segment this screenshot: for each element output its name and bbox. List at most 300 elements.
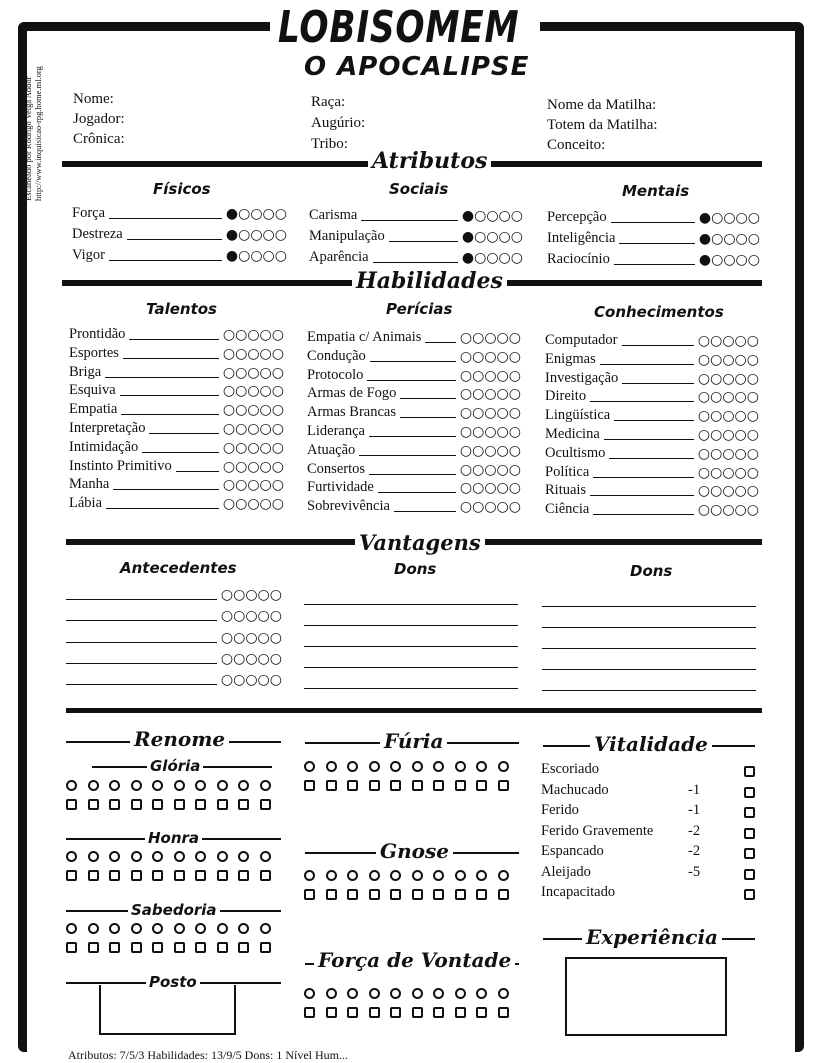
trait-dot[interactable] bbox=[304, 761, 315, 772]
trait-box[interactable] bbox=[66, 942, 77, 953]
ability-line[interactable] bbox=[176, 471, 219, 472]
ability-line[interactable] bbox=[106, 508, 219, 509]
trait-dots-row bbox=[304, 761, 509, 772]
trait-dot[interactable] bbox=[195, 851, 206, 862]
trait-dot[interactable] bbox=[412, 870, 423, 881]
trait-box[interactable] bbox=[433, 780, 444, 791]
ability-row[interactable] bbox=[545, 445, 759, 462]
health-level-penalty: -1 bbox=[688, 781, 701, 798]
trait-dot[interactable] bbox=[152, 780, 163, 791]
attribute-line[interactable] bbox=[614, 264, 695, 265]
ability-line[interactable] bbox=[425, 342, 456, 343]
ability-line[interactable] bbox=[378, 492, 456, 493]
background-dots[interactable]: ○○○○○ bbox=[220, 650, 282, 667]
ability-dots[interactable]: ○○○○○ bbox=[459, 499, 521, 516]
health-level-label: Machucado bbox=[541, 781, 609, 798]
ability-row[interactable] bbox=[69, 458, 284, 475]
trait-dot[interactable] bbox=[433, 761, 444, 772]
trait-dot[interactable] bbox=[88, 851, 99, 862]
trait-box[interactable] bbox=[455, 780, 466, 791]
field-raca[interactable]: Raça: bbox=[311, 94, 346, 110]
trait-box[interactable] bbox=[260, 799, 271, 810]
ability-line[interactable] bbox=[105, 377, 219, 378]
trait-dot[interactable] bbox=[217, 923, 228, 934]
trait-box[interactable] bbox=[174, 870, 185, 881]
gift-line[interactable] bbox=[542, 648, 756, 649]
trait-box[interactable] bbox=[238, 799, 249, 810]
ability-dots[interactable]: ○○○○○ bbox=[222, 439, 284, 456]
attribute-row[interactable] bbox=[72, 226, 287, 243]
trait-box[interactable] bbox=[476, 889, 487, 900]
ability-row[interactable] bbox=[545, 482, 759, 499]
attribute-line[interactable] bbox=[389, 241, 458, 242]
attribute-line[interactable] bbox=[373, 262, 458, 263]
background-row[interactable] bbox=[66, 587, 282, 603]
field-nome[interactable]: Nome: bbox=[73, 91, 114, 107]
trait-box[interactable] bbox=[217, 799, 228, 810]
trait-dot[interactable] bbox=[174, 851, 185, 862]
ability-line[interactable] bbox=[622, 383, 694, 384]
gift-line[interactable] bbox=[542, 627, 756, 628]
trait-box[interactable] bbox=[109, 870, 120, 881]
trait-box[interactable] bbox=[238, 942, 249, 953]
trait-dot[interactable] bbox=[304, 988, 315, 999]
trait-dot[interactable] bbox=[260, 851, 271, 862]
ability-row[interactable] bbox=[307, 367, 521, 384]
ability-dots[interactable]: ○○○○○ bbox=[222, 383, 284, 400]
attribute-dots[interactable]: ●○○○○ bbox=[698, 252, 760, 268]
trait-box[interactable] bbox=[195, 942, 206, 953]
field-conceito[interactable]: Conceito: bbox=[547, 137, 606, 153]
ability-line[interactable] bbox=[367, 380, 456, 381]
attribute-line[interactable] bbox=[619, 243, 694, 244]
trait-box[interactable] bbox=[304, 889, 315, 900]
background-dots[interactable]: ○○○○○ bbox=[220, 672, 282, 689]
trait-dot[interactable] bbox=[326, 870, 337, 881]
trait-dot[interactable] bbox=[455, 761, 466, 772]
trait-box[interactable] bbox=[433, 1007, 444, 1018]
ability-line[interactable] bbox=[600, 364, 694, 365]
trait-box[interactable] bbox=[260, 870, 271, 881]
attribute-dots[interactable]: ●○○○○ bbox=[225, 248, 287, 264]
field-augurio[interactable]: Augúrio: bbox=[311, 115, 366, 131]
ability-label: Empatia c/ Animais bbox=[307, 329, 422, 345]
ability-dots[interactable]: ○○○○○ bbox=[697, 483, 759, 500]
trait-dot[interactable] bbox=[174, 780, 185, 791]
trait-box[interactable] bbox=[347, 889, 358, 900]
ability-row[interactable] bbox=[307, 498, 521, 515]
trait-dot[interactable] bbox=[131, 923, 142, 934]
trait-dot[interactable] bbox=[131, 780, 142, 791]
health-level-box[interactable] bbox=[744, 889, 755, 900]
trait-box[interactable] bbox=[369, 889, 380, 900]
ability-line[interactable] bbox=[614, 420, 694, 421]
posto-box[interactable] bbox=[99, 985, 236, 1035]
trait-dot[interactable] bbox=[174, 923, 185, 934]
gift-line[interactable] bbox=[304, 667, 518, 668]
trait-dot[interactable] bbox=[109, 851, 120, 862]
trait-box[interactable] bbox=[217, 870, 228, 881]
ability-label: Interpretação bbox=[69, 420, 146, 436]
trait-dot[interactable] bbox=[433, 870, 444, 881]
trait-dot[interactable] bbox=[369, 870, 380, 881]
trait-dot[interactable] bbox=[109, 923, 120, 934]
ability-dots[interactable]: ○○○○○ bbox=[459, 330, 521, 346]
ability-line[interactable] bbox=[129, 339, 219, 340]
ability-dots[interactable]: ○○○○○ bbox=[459, 367, 521, 384]
trait-dot[interactable] bbox=[498, 988, 509, 999]
ability-line[interactable] bbox=[593, 477, 694, 478]
ability-dots[interactable]: ○○○○○ bbox=[459, 348, 521, 365]
trait-box[interactable] bbox=[131, 942, 142, 953]
ability-dots[interactable]: ○○○○○ bbox=[697, 351, 759, 368]
trait-dot[interactable] bbox=[88, 780, 99, 791]
ability-row[interactable] bbox=[545, 407, 759, 424]
trait-box[interactable] bbox=[195, 870, 206, 881]
attribute-dots[interactable]: ●○○○○ bbox=[225, 206, 287, 222]
ability-dots[interactable]: ○○○○○ bbox=[459, 461, 521, 478]
trait-box[interactable] bbox=[88, 799, 99, 810]
ability-row[interactable] bbox=[69, 326, 284, 343]
trait-box[interactable] bbox=[152, 799, 163, 810]
trait-dot[interactable] bbox=[238, 923, 249, 934]
trait-box[interactable] bbox=[498, 780, 509, 791]
ability-dots[interactable]: ○○○○○ bbox=[222, 345, 284, 362]
trait-dot[interactable] bbox=[88, 923, 99, 934]
forca-vontade-grid bbox=[304, 988, 509, 1018]
trait-dot[interactable] bbox=[455, 988, 466, 999]
trait-dot[interactable] bbox=[304, 870, 315, 881]
ability-line[interactable] bbox=[149, 433, 218, 434]
trait-box[interactable] bbox=[217, 942, 228, 953]
habilidades-title: Habilidades bbox=[352, 268, 507, 294]
attribute-dots[interactable]: ●○○○○ bbox=[698, 231, 760, 247]
gift-line[interactable] bbox=[542, 669, 756, 670]
field-nome-matilha[interactable]: Nome da Matilha: bbox=[547, 97, 657, 113]
trait-dot[interactable] bbox=[347, 761, 358, 772]
attribute-line[interactable] bbox=[109, 218, 222, 219]
trait-box[interactable] bbox=[174, 799, 185, 810]
ability-line[interactable] bbox=[113, 489, 219, 490]
trait-dot[interactable] bbox=[152, 851, 163, 862]
trait-box[interactable] bbox=[174, 942, 185, 953]
ability-row[interactable] bbox=[307, 385, 521, 402]
trait-box[interactable] bbox=[109, 942, 120, 953]
ability-line[interactable] bbox=[590, 401, 694, 402]
gift-line[interactable] bbox=[542, 606, 756, 607]
trait-dot[interactable] bbox=[455, 870, 466, 881]
ability-row[interactable] bbox=[545, 388, 759, 405]
trait-box[interactable] bbox=[390, 780, 401, 791]
experiencia-box[interactable] bbox=[565, 957, 727, 1036]
trait-dot[interactable] bbox=[412, 988, 423, 999]
trait-dot[interactable] bbox=[66, 923, 77, 934]
ability-dots[interactable]: ○○○○○ bbox=[459, 386, 521, 403]
attribute-row[interactable] bbox=[547, 251, 760, 268]
ability-line[interactable] bbox=[370, 361, 456, 362]
background-line[interactable] bbox=[66, 684, 217, 685]
ability-row[interactable] bbox=[307, 479, 521, 496]
attribute-row[interactable] bbox=[72, 247, 287, 264]
ability-row[interactable] bbox=[307, 329, 521, 346]
health-level-box[interactable] bbox=[744, 807, 755, 818]
trait-box[interactable] bbox=[347, 1007, 358, 1018]
trait-box[interactable] bbox=[412, 1007, 423, 1018]
attribute-row[interactable] bbox=[309, 207, 523, 224]
background-line[interactable] bbox=[66, 599, 217, 600]
field-tribo[interactable]: Tribo: bbox=[311, 136, 348, 152]
trait-dot[interactable] bbox=[195, 780, 206, 791]
trait-dot[interactable] bbox=[238, 851, 249, 862]
attribute-dots[interactable]: ●○○○○ bbox=[461, 208, 523, 224]
ability-row[interactable] bbox=[69, 382, 284, 399]
ability-dots[interactable]: ○○○○○ bbox=[697, 464, 759, 481]
attribute-row[interactable] bbox=[309, 249, 523, 266]
ability-dots[interactable]: ○○○○○ bbox=[697, 333, 759, 349]
trait-box[interactable] bbox=[498, 1007, 509, 1018]
trait-box[interactable] bbox=[347, 780, 358, 791]
ability-dots[interactable]: ○○○○○ bbox=[222, 458, 284, 475]
background-row[interactable] bbox=[66, 672, 282, 688]
ability-dots[interactable]: ○○○○○ bbox=[459, 405, 521, 422]
ability-line[interactable] bbox=[400, 398, 455, 399]
header-col-1 bbox=[73, 89, 125, 149]
trait-box[interactable] bbox=[66, 870, 77, 881]
background-line[interactable] bbox=[66, 663, 217, 664]
trait-dot[interactable] bbox=[390, 870, 401, 881]
trait-dot[interactable] bbox=[476, 761, 487, 772]
trait-box[interactable] bbox=[152, 870, 163, 881]
attribute-row[interactable] bbox=[547, 209, 760, 226]
gloria-title: Glória bbox=[147, 757, 203, 775]
background-row[interactable] bbox=[66, 651, 282, 667]
attribute-line[interactable] bbox=[611, 222, 695, 223]
ability-row[interactable] bbox=[307, 461, 521, 478]
ability-row[interactable] bbox=[545, 332, 759, 349]
trait-dot[interactable] bbox=[390, 761, 401, 772]
ability-line[interactable] bbox=[609, 458, 693, 459]
gift-line[interactable] bbox=[542, 690, 756, 691]
header-col-2 bbox=[311, 92, 365, 155]
ability-row[interactable] bbox=[545, 501, 759, 518]
ability-dots[interactable]: ○○○○○ bbox=[222, 402, 284, 419]
health-level-box[interactable] bbox=[744, 828, 755, 839]
trait-box[interactable] bbox=[455, 889, 466, 900]
trait-dots-row bbox=[66, 923, 271, 934]
attribute-label: Inteligência bbox=[547, 230, 616, 246]
ability-dots[interactable]: ○○○○○ bbox=[222, 496, 284, 513]
background-line[interactable] bbox=[66, 642, 217, 643]
background-dots[interactable]: ○○○○○ bbox=[220, 587, 282, 603]
trait-dot[interactable] bbox=[412, 761, 423, 772]
sabedoria-title: Sabedoria bbox=[128, 901, 220, 919]
ability-line[interactable] bbox=[604, 439, 694, 440]
health-level-box[interactable] bbox=[744, 787, 755, 798]
attribute-line[interactable] bbox=[109, 260, 222, 261]
health-level-label: Ferido bbox=[541, 802, 579, 818]
attribute-row[interactable] bbox=[547, 230, 760, 247]
ability-row[interactable] bbox=[69, 420, 284, 437]
background-dots[interactable]: ○○○○○ bbox=[220, 608, 282, 625]
trait-dot[interactable] bbox=[66, 780, 77, 791]
trait-box[interactable] bbox=[131, 870, 142, 881]
trait-box[interactable] bbox=[260, 942, 271, 953]
attribute-dots[interactable]: ●○○○○ bbox=[461, 250, 523, 266]
ability-line[interactable] bbox=[622, 345, 694, 346]
trait-box[interactable] bbox=[412, 889, 423, 900]
ability-row[interactable] bbox=[69, 364, 284, 381]
trait-dot[interactable] bbox=[326, 988, 337, 999]
trait-box[interactable] bbox=[390, 1007, 401, 1018]
trait-dot[interactable] bbox=[260, 923, 271, 934]
health-level-box[interactable] bbox=[744, 766, 755, 777]
trait-dot[interactable] bbox=[476, 988, 487, 999]
ability-row[interactable] bbox=[307, 404, 521, 421]
health-level-box[interactable] bbox=[744, 869, 755, 880]
trait-dot[interactable] bbox=[390, 988, 401, 999]
trait-box[interactable] bbox=[455, 1007, 466, 1018]
ability-dots[interactable]: ○○○○○ bbox=[697, 370, 759, 387]
trait-box[interactable] bbox=[238, 870, 249, 881]
attribute-row[interactable] bbox=[309, 228, 523, 245]
ability-dots[interactable]: ○○○○○ bbox=[222, 327, 284, 343]
trait-box[interactable] bbox=[369, 780, 380, 791]
trait-dot[interactable] bbox=[260, 780, 271, 791]
ability-row[interactable] bbox=[307, 423, 521, 440]
ability-line[interactable] bbox=[142, 452, 219, 453]
trait-box[interactable] bbox=[88, 942, 99, 953]
ability-line[interactable] bbox=[593, 514, 694, 515]
ability-dots[interactable]: ○○○○○ bbox=[697, 427, 759, 443]
background-row[interactable] bbox=[66, 630, 282, 646]
ability-dots[interactable]: ○○○○○ bbox=[459, 442, 521, 459]
attribute-dots[interactable]: ●○○○○ bbox=[698, 210, 760, 226]
health-level-label: Aleijado bbox=[541, 863, 591, 880]
ability-dots[interactable]: ○○○○○ bbox=[459, 480, 521, 497]
trait-dot[interactable] bbox=[238, 780, 249, 791]
ability-dots[interactable]: ○○○○○ bbox=[697, 502, 759, 519]
trait-dot[interactable] bbox=[476, 870, 487, 881]
trait-box[interactable] bbox=[476, 780, 487, 791]
ability-line[interactable] bbox=[359, 455, 456, 456]
health-level-box[interactable] bbox=[744, 848, 755, 859]
trait-dot[interactable] bbox=[347, 988, 358, 999]
ability-dots[interactable]: ○○○○○ bbox=[222, 477, 284, 494]
ability-dots[interactable]: ○○○○○ bbox=[697, 445, 759, 462]
ability-row[interactable] bbox=[307, 442, 521, 459]
trait-dot[interactable] bbox=[347, 870, 358, 881]
trait-box[interactable] bbox=[390, 889, 401, 900]
ability-row[interactable] bbox=[69, 476, 284, 493]
ability-row[interactable] bbox=[307, 348, 521, 365]
ability-dots[interactable]: ○○○○○ bbox=[459, 424, 521, 440]
background-dots[interactable]: ○○○○○ bbox=[220, 629, 282, 646]
trait-dot[interactable] bbox=[152, 923, 163, 934]
background-line[interactable] bbox=[66, 620, 217, 621]
trait-dot[interactable] bbox=[498, 761, 509, 772]
ability-row[interactable] bbox=[69, 345, 284, 362]
attribute-row[interactable] bbox=[72, 205, 287, 222]
trait-box[interactable] bbox=[195, 799, 206, 810]
trait-dot[interactable] bbox=[369, 761, 380, 772]
trait-box[interactable] bbox=[326, 889, 337, 900]
trait-box[interactable] bbox=[412, 780, 423, 791]
trait-box[interactable] bbox=[88, 870, 99, 881]
ability-row[interactable] bbox=[69, 401, 284, 418]
gift-line[interactable] bbox=[304, 625, 518, 626]
attribute-dots[interactable]: ●○○○○ bbox=[225, 227, 287, 243]
trait-dot[interactable] bbox=[217, 780, 228, 791]
trait-dot[interactable] bbox=[66, 851, 77, 862]
trait-box[interactable] bbox=[476, 1007, 487, 1018]
ability-dots[interactable]: ○○○○○ bbox=[697, 408, 759, 425]
trait-dot[interactable] bbox=[369, 988, 380, 999]
ability-row[interactable] bbox=[69, 495, 284, 512]
ability-line[interactable] bbox=[123, 358, 219, 359]
field-jogador[interactable]: Jogador: bbox=[73, 111, 125, 127]
ability-row[interactable] bbox=[545, 370, 759, 387]
trait-box[interactable] bbox=[498, 889, 509, 900]
ability-row[interactable] bbox=[545, 351, 759, 368]
trait-box[interactable] bbox=[326, 1007, 337, 1018]
gift-line[interactable] bbox=[304, 688, 518, 689]
ability-line[interactable] bbox=[369, 436, 456, 437]
gift-line[interactable] bbox=[304, 646, 518, 647]
ability-line[interactable] bbox=[400, 417, 456, 418]
ability-row[interactable] bbox=[545, 426, 759, 443]
trait-dot[interactable] bbox=[326, 761, 337, 772]
trait-box[interactable] bbox=[304, 780, 315, 791]
ability-dots[interactable]: ○○○○○ bbox=[222, 364, 284, 381]
ability-row[interactable] bbox=[545, 464, 759, 481]
ability-line[interactable] bbox=[394, 511, 456, 512]
gift-line[interactable] bbox=[304, 604, 518, 605]
ability-line[interactable] bbox=[369, 474, 456, 475]
health-level-penalty: -5 bbox=[688, 863, 701, 880]
field-cronica[interactable]: Crônica: bbox=[73, 131, 125, 147]
trait-dot[interactable] bbox=[433, 988, 444, 999]
background-row[interactable] bbox=[66, 608, 282, 624]
trait-dot[interactable] bbox=[195, 923, 206, 934]
trait-box[interactable] bbox=[369, 1007, 380, 1018]
trait-box[interactable] bbox=[131, 799, 142, 810]
trait-boxes-row bbox=[66, 942, 271, 953]
trait-dot[interactable] bbox=[217, 851, 228, 862]
trait-dots-row bbox=[66, 780, 271, 791]
ability-dots[interactable]: ○○○○○ bbox=[697, 389, 759, 406]
trait-box[interactable] bbox=[433, 889, 444, 900]
trait-box[interactable] bbox=[326, 780, 337, 791]
ability-line[interactable] bbox=[120, 395, 219, 396]
trait-box[interactable] bbox=[304, 1007, 315, 1018]
renome-title: Renome bbox=[130, 727, 229, 751]
trait-dot[interactable] bbox=[498, 870, 509, 881]
attribute-line[interactable] bbox=[127, 239, 222, 240]
trait-dot[interactable] bbox=[131, 851, 142, 862]
field-totem-matilha[interactable]: Totem da Matilha: bbox=[547, 117, 658, 133]
attribute-dots[interactable]: ●○○○○ bbox=[461, 229, 523, 245]
ability-line[interactable] bbox=[590, 495, 694, 496]
trait-dot[interactable] bbox=[109, 780, 120, 791]
ability-line[interactable] bbox=[121, 414, 219, 415]
trait-box[interactable] bbox=[66, 799, 77, 810]
ability-dots[interactable]: ○○○○○ bbox=[222, 421, 284, 437]
ability-row[interactable] bbox=[69, 439, 284, 456]
trait-box[interactable] bbox=[152, 942, 163, 953]
attribute-line[interactable] bbox=[361, 220, 458, 221]
logo-title: LOBISOMEM bbox=[278, 2, 520, 53]
trait-box[interactable] bbox=[109, 799, 120, 810]
